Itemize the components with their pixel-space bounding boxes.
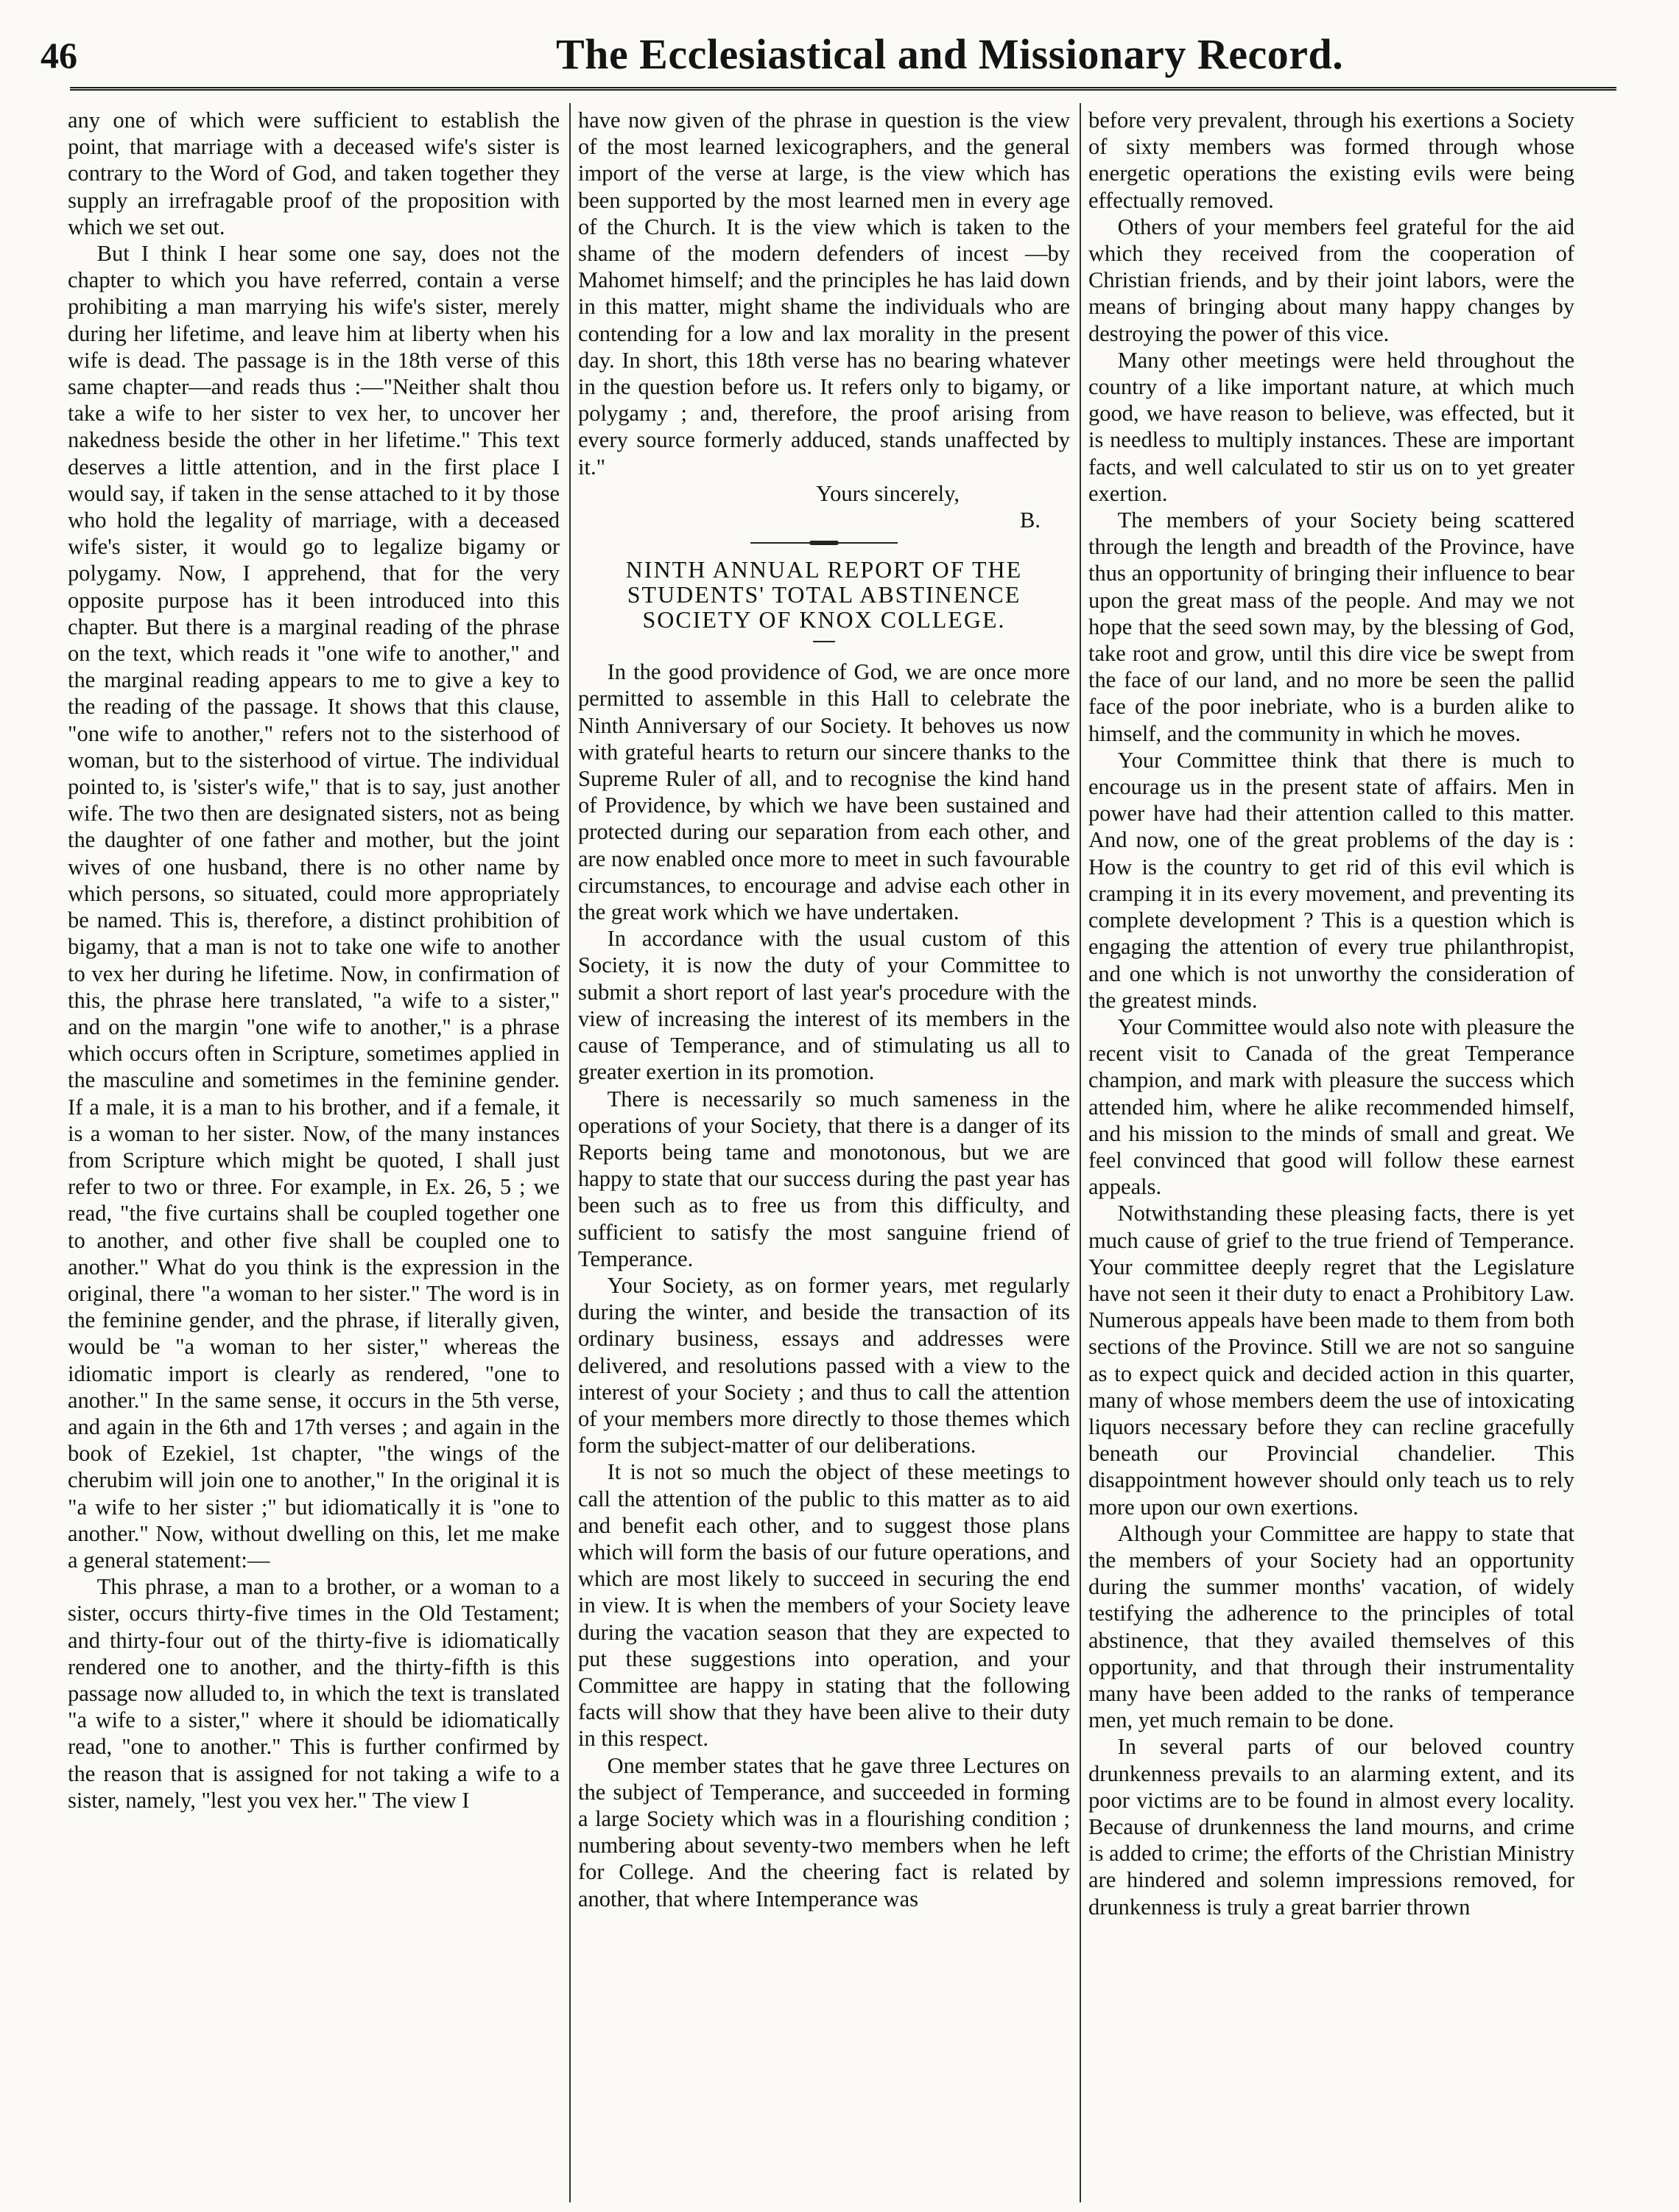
heading-dash <box>813 641 835 642</box>
paragraph: Your Society, as on former years, met regularly during the winter, and beside the transaction of its ordinary business, essays and addresses were delivered, and resolutions passed with a view to the interest of your Society ; and thus to call the attention of your members more directly to those themes which form the subject-matter of our deliberations. <box>578 1272 1070 1458</box>
paragraph: Your Committee would also note with pleasure the recent visit to Canada of the great Temperance champion, and mark with pleasure the success which attended him, where he alike recommended himself, and his mission to the minds of small and great. We feel convinced that good will follow these earnest appeals. <box>1088 1014 1574 1200</box>
paragraph: Others of your members feel grateful for the aid which they received from the cooperation of Christian friends, and by their joint labors, were the means of bringing about many happy changes by destroying the power of this vice. <box>1088 214 1574 346</box>
paragraph: The members of your Society being scattered through the length and breadth of the Province, have thus an opportunity of bringing their influence to bear upon the great mass of the people. And may we not hope that the seed sown may, by the blessing of God, take root and grow, until this dire vice be swept from the face of our land, and no more be seen the pallid face of the poor inebriate, who is a burden alike to himself, and the community in which he moves. <box>1088 508 1574 746</box>
running-title: The Ecclesiastical and Missionary Record. <box>556 30 1344 78</box>
column-divider <box>1080 103 1081 2202</box>
paragraph: Your Committee think that there is much to encourage us in the present state of affairs. Men in power have had their attention called to this matter. And now, one of the great problems of the day is : How is the country to get rid of this evil which is cramping it in its every movement, and preventing its complete development ? This is a question which is engaging the attention of every true philanthropist, and one which is not unworthy the consideration of the greatest minds. <box>1088 747 1574 1013</box>
paragraph: This phrase, a man to a brother, or a woman to a sister, occurs thirty-five times in the Old Testament; and thirty-four out of the thirty-five is idiomatically rendered one to another, and the thirty-fifth is this passage now alluded to, in which the text is translated "a wife to a sister," where it should be idiomatically read, "one to another." This is further confirmed by the reason that is assigned for not taking a wife to a sister, namely, "lest you vex her." The view I <box>68 1574 560 1813</box>
paragraph: Many other meetings were held throughout the country of a like important nature, at which much good, we have reason to believe, was effected, but it is needless to multiply instances. These are important facts, and well calculated to stir us on to yet greater exertion. <box>1088 347 1574 506</box>
paragraph: But I think I hear some one say, does not the chapter to which you have referred, contain a verse prohibiting a man marrying his wife's sister, merely during her lifetime, and leave him at liberty when his wife is dead. The passage is in the 18th verse of this same chapter—and reads thus :—"Neither shalt thou take a wife to her sister to vex her, to uncover her nakedness beside the other in her lifetime." This text deserves a little attention, and in the first place I would say, if taken in the sense attached to it by those who hold the legality of marriage, with a deceased wife's sister, it would go to legalize bigamy or polygamy. Now, I apprehend, that for the very opposite purpose has it been introduced into this chapter. But there is a marginal reading of the phrase on the text, which reads it "one wife to another," and the marginal reading appears to me to give a key to the reading of the passage. It shows that this clause, "one wife to another," refers not to the sisterhood of woman, but to the sisterhood of virtue. The individual pointed to, is 'sister's wife," that is to say, just another wife. The two then are designated sisters, not as being the daughter of one father and mother, but the joint wives of one husband, there is no other name by which persons, so situated, could more appropriately be named. This is, therefore, a distinct prohibition of bigamy, that a man is not to take one wife to another to vex her during he lifetime. Now, in confirmation of this, the phrase here translated, "a wife to a sister," and on the margin "one wife to another," is a phrase which occurs often in Scripture, sometimes applied in the masculine and sometimes in the feminine gender. If a male, it is a man to his brother, and if a female, it is a woman to her sister. Now, of the many instances from Scripture which might be quoted, I shall just refer to two or three. For example, in Ex. 26, 5 ; we read, "the five curtains shall be coupled together one to another, and other five shall be coupled one to another." What do you think is the expression in the original, there "a woman to her sister." The word is in the feminine gender, and the phrase, if literally given, would be "a woman to her sister," whereas the idiomatic import is clearly as rendered, "one to another." In the same sense, it occurs in the 5th verse, and again in the 6th and 17th verses ; and again in the book of Ezekiel, 1st chapter, "the wings of the cherubim will join one to another," In the original it is "a wife to her sister ;" but idiomatically it is "one to another." Now, without dwelling on this, let me make a general statement:— <box>68 241 560 1573</box>
paragraph: Notwithstanding these pleasing facts, there is yet much cause of grief to the true friend of Temperance. Your committee deeply regret that the Legislature have not seen it their duty to enact a Prohibitory Law. Numerous appeals have been made to them from both sections of the Province. Still we are not so sanguine as to expect quick and decided action in this quarter, many of whose members deem the use of intoxicating liquors necessary before they can recline gracefully beneath our Provincial chandelier. This disappointment however should only teach us to rely more upon our own exertions. <box>1088 1201 1574 1520</box>
paragraph: There is necessarily so much sameness in the operations of your Society, that there is a danger of its Reports being tame and monotonous, but we are happy to state that our success during the past year has been such as to free us from this difficulty, and sufficient to satisfy the most sanguine friend of Temperance. <box>578 1086 1070 1271</box>
column-middle <box>578 107 1070 2199</box>
page-header <box>41 29 1638 88</box>
paragraph: In several parts of our beloved country drunkenness prevails to an alarming extent, and its poor victims are to be found in almost every locality. Because of drunkenness the land mourns, and crime is added to crime; the efforts of the Christian Ministry are hindered and solemn impressions removed, for drunkenness is truly a great barrier thrown <box>1088 1734 1574 1920</box>
paragraph: One member states that he gave three Lectures on the subject of Temperance, and succeeded in forming a large Society which was in a flourishing condition ; numbering about seventy-two members when he left for College. And the cheering fact is related by another, that where Intemperance was <box>578 1752 1070 1911</box>
section-divider <box>750 541 898 545</box>
paragraph: In accordance with the usual custom of this Society, it is now the duty of your Committee to submit a short report of last year's procedure with the view of increasing the interest of its members in the cause of Temperance, and of stimulating us all to greater exertion in its promotion. <box>578 926 1070 1085</box>
paragraph: have now given of the phrase in question is the view of the most learned lexicographers, and the general import of the verse at large, is the view which has been supported by the most learned men in every age of the Church. It is the view which is taken to the shame of the modern defenders of incest —by Mahomet himself; and the principles he has laid down in this matter, might shame the individuals who are contending for a low and lax morality in the present day. In short, this 18th verse has no bearing whatever in the question before us. It refers only to bigamy, or polygamy ; and, therefore, the proof arising from every source formerly adduced, stands unaffected by it." <box>578 108 1070 480</box>
paragraph: before very prevalent, through his exertions a Society of sixty members was formed through whose energetic operations the existing evils were being effectually removed. <box>1088 108 1574 213</box>
column-left <box>68 107 560 2199</box>
column-right <box>1088 107 1574 2199</box>
report-heading: NINTH ANNUAL REPORT OF THE STUDENTS' TOTAL ABSTINENCE SOCIETY OF KNOX COLLEGE. <box>625 556 1023 633</box>
column-divider <box>569 103 571 2202</box>
letter-signature: B. <box>1020 508 1041 533</box>
paragraph: It is not so much the object of these meetings to call the attention of the public to this matter as to aid and benefit each other, and to suggest those plans which will form the basis of our future operations, and which are most likely to succeed in securing the end in view. It is when the members of your Society leave during the vacation season that they are expected to put these suggestions into operation, and your Committee are happy in stating that the following facts will show that they have been alive to their duty in this respect. <box>578 1459 1070 1752</box>
paragraph: In the good providence of God, we are once more permitted to assemble in this Hall to celebrate the Ninth Anniversary of our Society. It behoves us now with grateful hearts to return our sincere thanks to the Supreme Ruler of all, and to recognise the kind hand of Providence, by which we have been sustained and protected during our separation from each other, and are now enabled once more to meet in such favourable circumstances, to encourage and advise each other in the great work which we have undertaken. <box>578 659 1070 925</box>
letter-signoff: Yours sincerely, <box>816 480 960 506</box>
paragraph: Although your Committee are happy to state that the members of your Society had an opportunity during the summer months' vacation, of widely testifying the adherence to the principles of total abstinence, that they availed themselves of this opportunity, and that through their instrumentality many have been added to the ranks of temperance men, yet much remain to be done. <box>1088 1520 1574 1733</box>
header-rule <box>70 87 1616 91</box>
page-number: 46 <box>41 35 77 76</box>
paragraph: any one of which were sufficient to establish the point, that marriage with a deceased wife's sister is contrary to the Word of God, and taken together they supply an irrefragable proof of the proposition with which we set out. <box>68 108 560 239</box>
